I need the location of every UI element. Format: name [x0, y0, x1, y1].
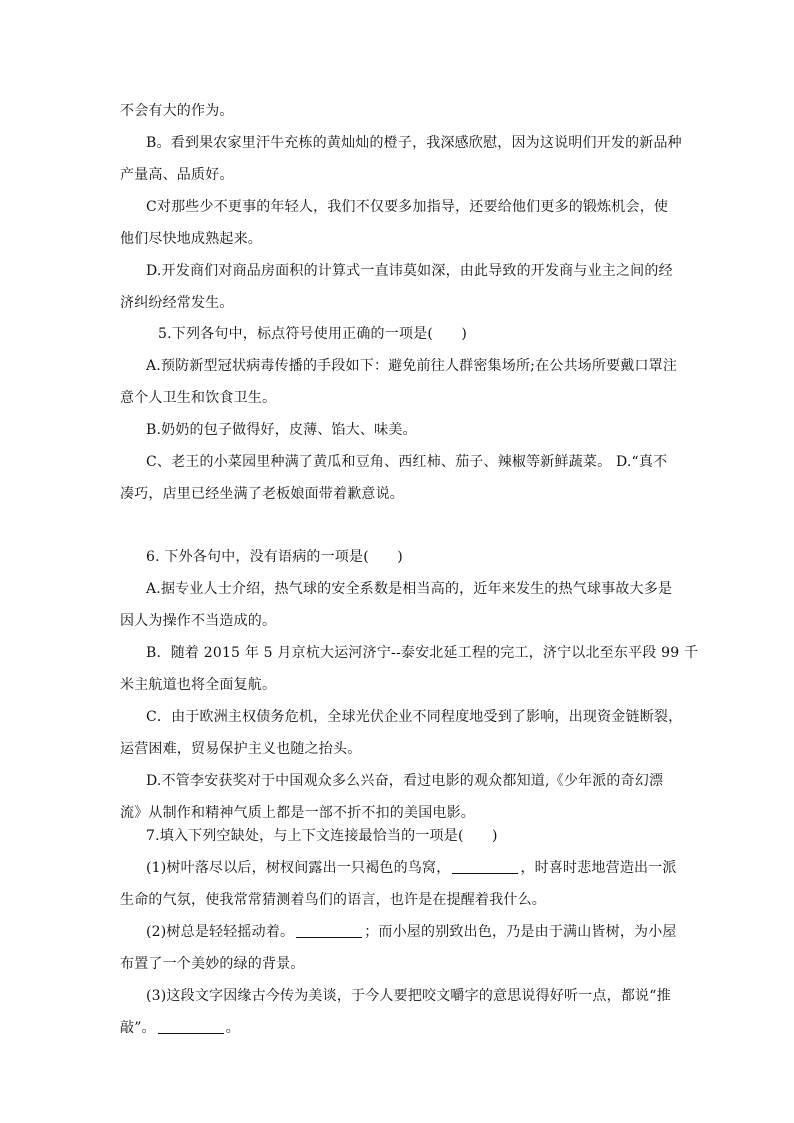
q7-passage-3-line-1: (3)这段文字因缘古今传为美谈，于今人要把咬文嚼字的意思说得好听一点，都说“推 — [146, 988, 671, 1004]
fill-blank-1 — [452, 859, 518, 874]
option-b-line-2: 产量高、品质好。 — [120, 167, 234, 183]
q6-option-c-line-1: C．由于欧洲主权债务危机，全球光伏企业不同程度地受到了影响，出现资金链断裂， — [146, 709, 683, 725]
q6-option-b-line-1: B．随着 2015 年 5 月京杭大运河济宁--泰安北延工程的完工，济宁以北至东平段 99 千 — [146, 645, 699, 661]
q7-passage-2-line-2: 布置了一个美妙的绿的背景。 — [120, 956, 305, 972]
q7-passage-2-line-1 — [146, 922, 677, 942]
q6-option-a-line-1: A.据专业人士介绍，热气球的安全系数是相当高的，近年来发生的热气球事故大多是 — [146, 581, 673, 597]
fill-blank-2 — [296, 923, 362, 938]
q5-option-a-line-2: 意个人卫生和饮食卫生。 — [120, 390, 277, 406]
q5-option-d-line-2: 凑巧，店里已经坐满了老板娘面带着歉意说。 — [120, 486, 404, 502]
q7-passage-3-part-b: 。 — [225, 1020, 240, 1036]
option-d-line-1: D.开发商们对商品房面积的计算式一直讳莫如深，由此导致的开发商与业主之间的经 — [146, 263, 673, 279]
q7-passage-1-part-a: (1)树叶落尽以后，树杈间露出一只褐色的鸟窝， — [146, 860, 451, 876]
q6-option-b-line-2: 米主航道也将全面复航。 — [120, 677, 277, 693]
q7-passage-1-part-b: ，时喜时悲地营造出一派 — [520, 860, 677, 876]
q6-option-d-line-2: 流》从制作和精神气质上都是一部不折不扣的美国电影。 — [120, 805, 475, 821]
q6-option-c-line-2: 运营困难，贸易保护主义也随之抬头。 — [120, 741, 362, 757]
q5-option-c-d-line-1: C、老王的小菜园里种满了黄瓜和豆角、西红柿、茄子、辣椒等新鲜蔬菜。 D.“真不 — [146, 454, 668, 470]
option-c-line-1: C对那些少不更事的年轻人，我们不仅要多加指导，还要给他们更多的锻炼机会，使 — [146, 199, 669, 215]
q7-passage-1-line-2: 生命的气氛，使我常常猜测着鸟们的语言，也许是在提醒着我什么。 — [120, 892, 546, 908]
q5-option-a-line-1: A.预防新型冠状病毒传播的手段如下：避免前往人群密集场所;在公共场所要戴口罩注 — [146, 358, 678, 374]
text-line: 不会有大的作为。 — [120, 103, 234, 119]
q5-option-b: B.奶奶的包子做得好，皮薄、馅大、味美。 — [146, 422, 417, 438]
q7-passage-2-part-a: (2)树总是轻轻摇动着。 — [146, 924, 295, 940]
q7-passage-3-line-2 — [120, 1018, 240, 1038]
q6-option-a-line-2: 因人为操作不当造成的。 — [120, 613, 277, 629]
fill-blank-3 — [158, 1019, 224, 1034]
q6-option-d-line-1: D.不管李安获奖对于中国观众多么兴奋，看过电影的观众都知道,《少年派的奇幻漂 — [146, 773, 664, 789]
question-6-stem: 6. 下外各句中，没有语病的一项是( ) — [146, 549, 403, 565]
q7-passage-3-part-a: 敲”。 — [120, 1020, 156, 1036]
option-d-line-2: 济纠纷经常发生。 — [120, 295, 234, 311]
option-b-line-1: B。看到果农家里汗牛充栋的黄灿灿的橙子，我深感欣慰，因为这说明们开发的新品种 — [146, 135, 682, 151]
question-7-stem: 7.填入下列空缺处，与上下文连接最恰当的一项是( ) — [146, 828, 498, 844]
q7-passage-1-line-1 — [146, 858, 677, 878]
option-c-line-2: 他们尽快地成熟起来。 — [120, 231, 262, 247]
q7-passage-2-part-b: ；而小屋的别致出色，乃是由于满山皆树，为小屋 — [364, 924, 677, 940]
question-5-stem: 5.下列各句中，标点符号使用正确的一项是( ) — [158, 326, 468, 342]
